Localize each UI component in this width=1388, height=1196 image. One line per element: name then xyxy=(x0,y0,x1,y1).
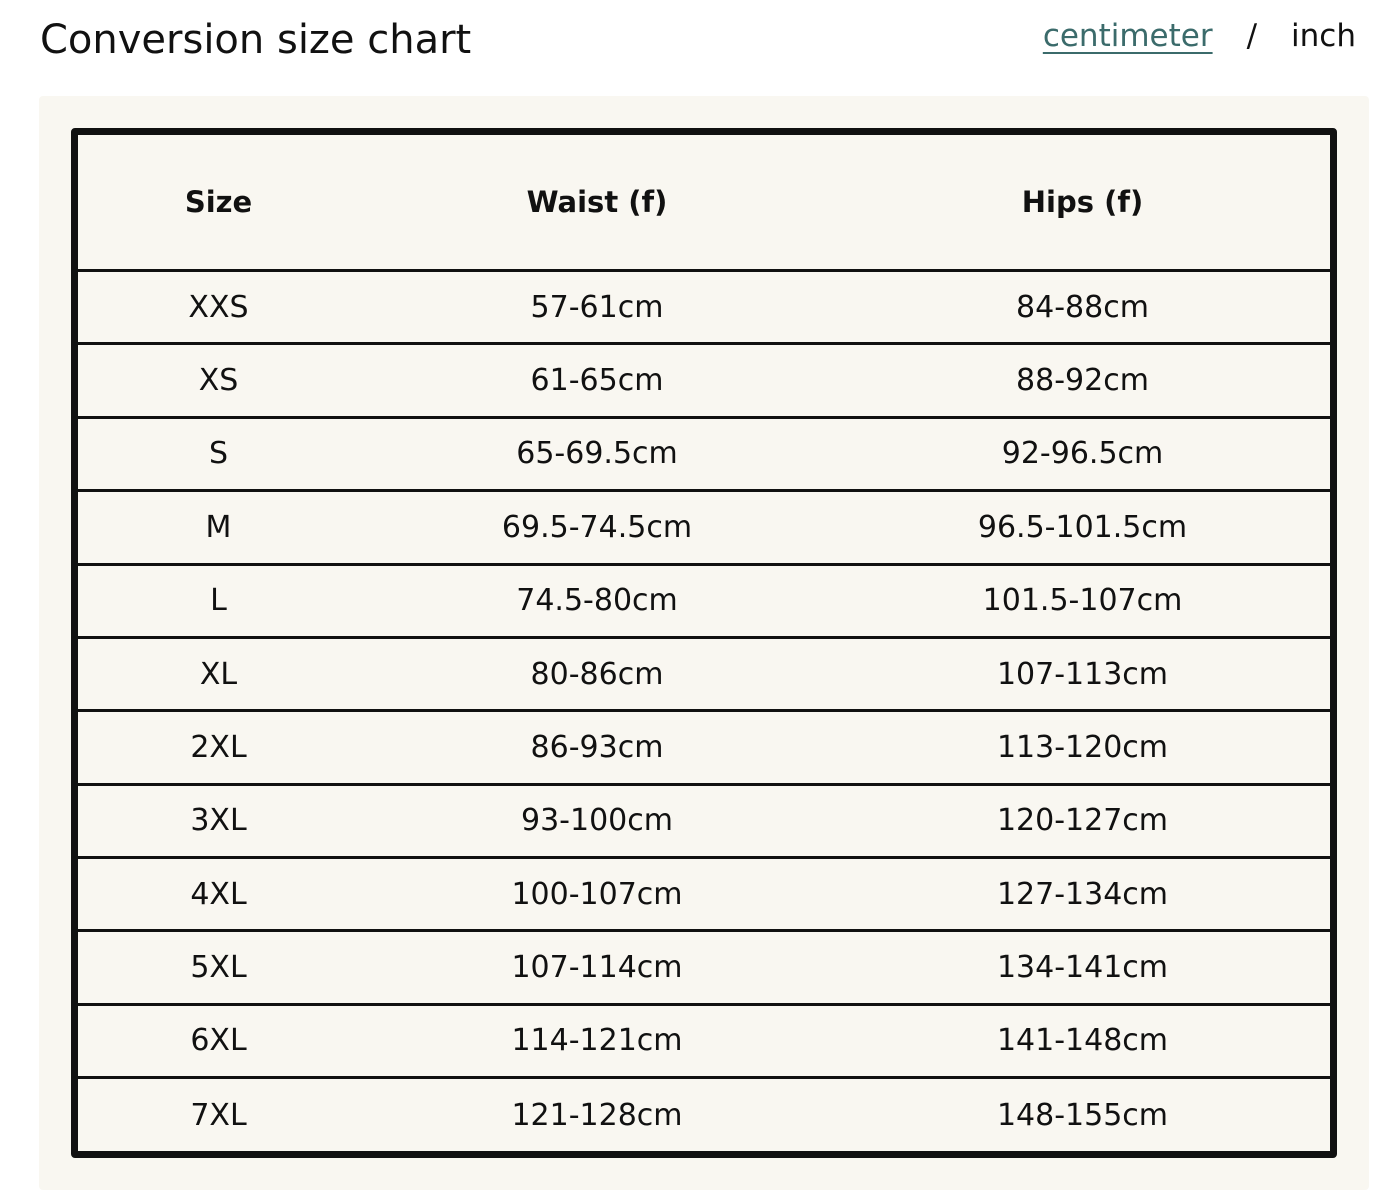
table-row xyxy=(78,1004,1330,1077)
size-cell: XS xyxy=(198,363,239,399)
table-row xyxy=(78,931,1330,1004)
page-title: Conversion size chart xyxy=(40,17,472,63)
size-cell: 4XL xyxy=(190,876,247,912)
table-row xyxy=(78,711,1330,784)
size-chart-panel xyxy=(39,96,1369,1190)
waist-cell: 100-107cm xyxy=(511,876,683,912)
table-header-row xyxy=(78,135,1330,271)
waist-cell: 107-114cm xyxy=(511,950,683,986)
table-row xyxy=(78,491,1330,564)
hips-cell: 127-134cm xyxy=(996,876,1169,912)
table-row xyxy=(78,784,1330,857)
size-table xyxy=(71,128,1337,1158)
table-row xyxy=(78,417,1330,490)
size-cell: 7XL xyxy=(190,1097,247,1133)
size-cell: XXS xyxy=(188,289,249,325)
size-cell: L xyxy=(210,583,227,619)
table-row xyxy=(78,344,1330,417)
size-cell: 2XL xyxy=(190,729,247,765)
hips-cell: 134-141cm xyxy=(996,950,1169,986)
waist-cell: 74.5-80cm xyxy=(516,583,678,619)
hips-cell: 113-120cm xyxy=(996,729,1169,765)
unit-toggle xyxy=(1043,14,1356,58)
size-cell: 3XL xyxy=(190,803,247,839)
hips-cell: 84-88cm xyxy=(1016,289,1149,325)
centimeter-unit-link[interactable]: centimeter xyxy=(1042,18,1213,54)
hips-cell: 101.5-107cm xyxy=(982,583,1183,619)
table-row xyxy=(78,1078,1330,1151)
hips-cell: 141-148cm xyxy=(996,1023,1169,1059)
size-cell: S xyxy=(208,436,229,472)
hips-cell: 88-92cm xyxy=(1016,363,1149,399)
waist-cell: 121-128cm xyxy=(511,1097,683,1133)
hips-cell: 148-155cm xyxy=(996,1097,1169,1133)
hips-cell: 120-127cm xyxy=(996,803,1169,839)
size-cell: 6XL xyxy=(190,1023,247,1059)
hips-cell: 107-113cm xyxy=(996,656,1169,692)
waist-cell: 61-65cm xyxy=(530,363,664,399)
waist-cell: 80-86cm xyxy=(530,656,664,692)
size-cell: M xyxy=(205,509,232,545)
table-row xyxy=(78,858,1330,931)
waist-cell: 114-121cm xyxy=(511,1023,683,1059)
hips-cell: 96.5-101.5cm xyxy=(977,509,1188,545)
table-row xyxy=(78,637,1330,710)
waist-cell: 86-93cm xyxy=(530,729,664,765)
size-cell: XL xyxy=(199,656,238,692)
unit-separator: / xyxy=(1246,18,1258,54)
size-cell: 5XL xyxy=(190,950,247,986)
waist-cell: 69.5-74.5cm xyxy=(501,509,693,545)
column-header-hips: Hips (f) xyxy=(1021,185,1144,219)
inch-unit-link[interactable]: inch xyxy=(1291,18,1356,54)
column-header-size: Size xyxy=(184,185,253,219)
waist-cell: 65-69.5cm xyxy=(516,436,678,472)
waist-cell: 57-61cm xyxy=(530,289,664,325)
table-row xyxy=(78,271,1330,344)
hips-cell: 92-96.5cm xyxy=(1001,436,1164,472)
waist-cell: 93-100cm xyxy=(521,803,673,839)
column-header-waist: Waist (f) xyxy=(526,185,668,219)
table-row xyxy=(78,564,1330,637)
